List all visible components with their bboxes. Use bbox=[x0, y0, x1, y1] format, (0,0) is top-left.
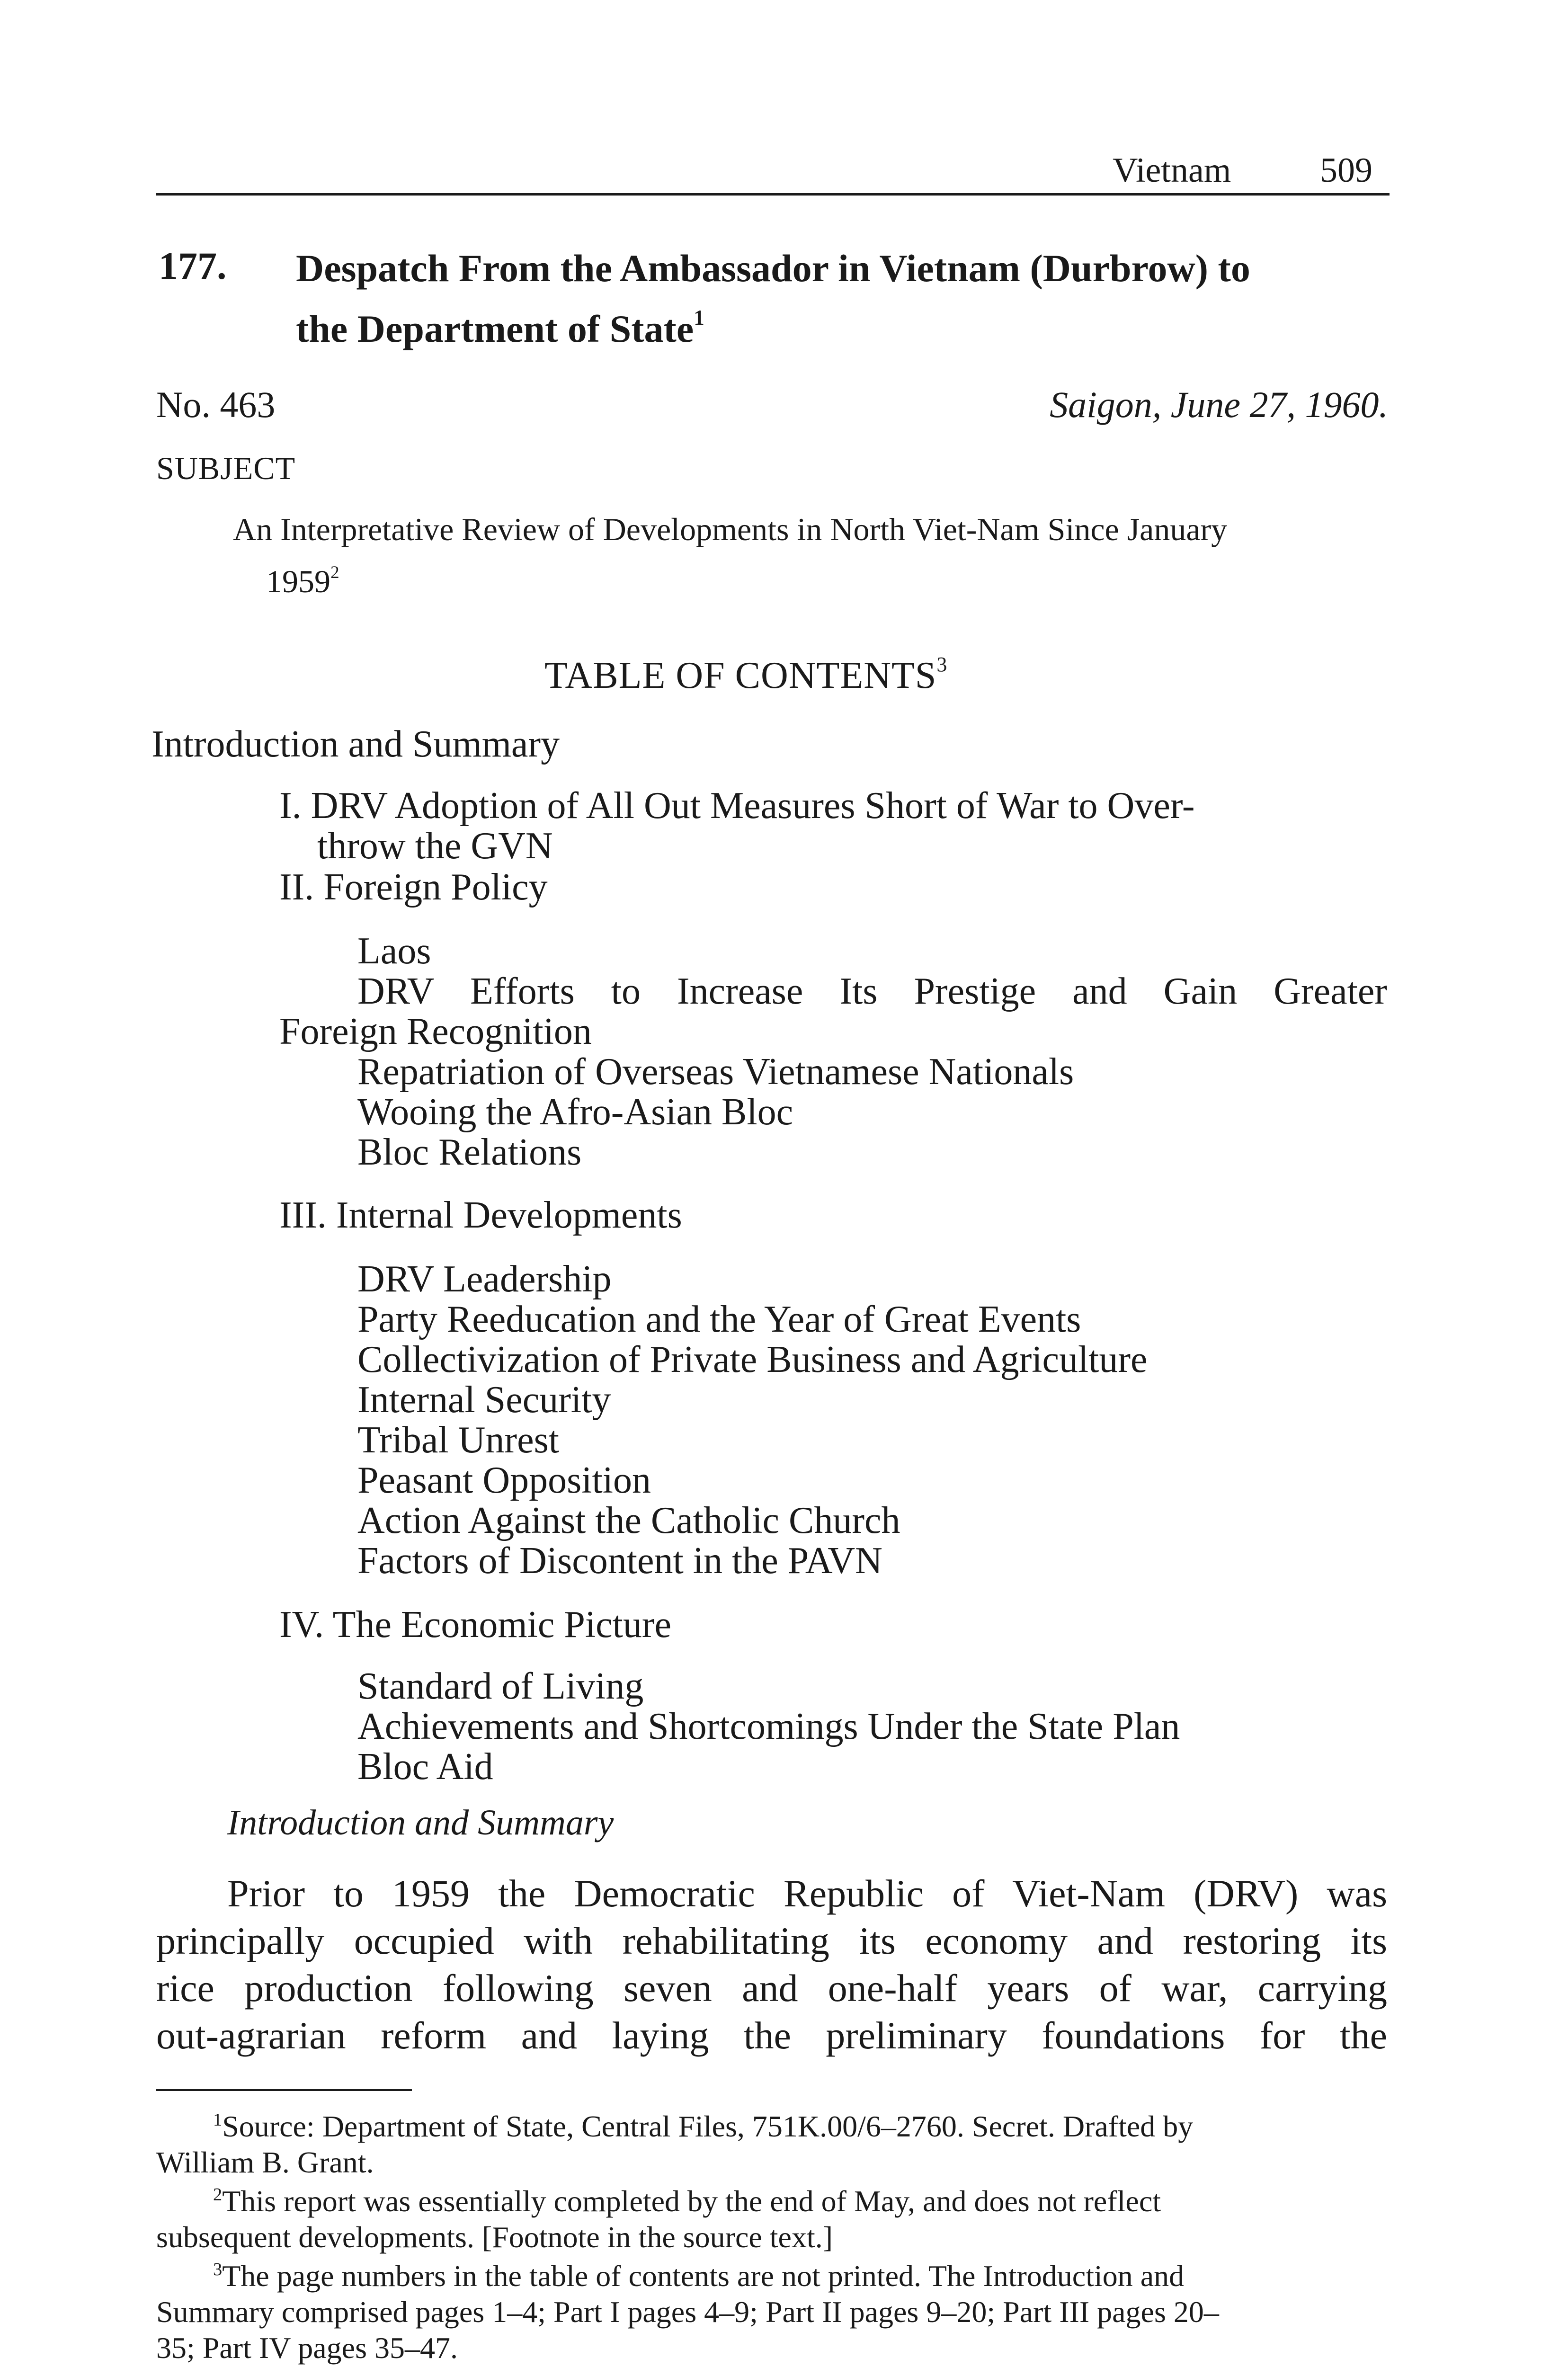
footnote-1 bbox=[156, 2102, 1387, 2180]
footnote-3-line-3: 35; Part IV pages 35–47. bbox=[156, 2331, 458, 2365]
footnote-2-mark: 2 bbox=[213, 2185, 223, 2205]
toc-item-prestige: DRV Efforts to Increase Its Prestige and Gain Greater bbox=[357, 970, 1387, 1012]
toc-item-state-plan: Achievements and Shortcomings Under the State Plan bbox=[357, 1706, 1180, 1747]
footnote-2 bbox=[156, 2177, 1387, 2255]
despatch-number: No. 463 bbox=[156, 384, 276, 425]
footnote-3 bbox=[156, 2251, 1387, 2366]
footnote-1-line-1 bbox=[156, 2102, 1387, 2145]
toc-part-4: IV. The Economic Picture bbox=[279, 1604, 671, 1646]
body-paragraph bbox=[156, 1870, 1387, 2059]
subject-footnote-mark: 2 bbox=[330, 563, 339, 582]
toc-part-2: II. Foreign Policy bbox=[279, 866, 548, 908]
footnote-3-line-1 bbox=[156, 2251, 1387, 2294]
toc-heading-text: TABLE OF CONTENTS bbox=[544, 655, 937, 697]
footnote-1-mark: 1 bbox=[213, 2110, 223, 2130]
body-line-3: rice production following seven and one-half years of war, carrying bbox=[156, 1967, 1387, 2010]
toc-item-repatriation: Repatriation of Overseas Vietnamese Nationals bbox=[357, 1051, 1074, 1093]
document-title bbox=[296, 244, 1404, 354]
footnote-3-line-2: Summary comprised pages 1–4; Part I pages 4–9; Part II pages 9–20; Part III pages 20– bbox=[156, 2295, 1219, 2329]
body-line-4: out-agrarian reform and laying the preliminary foundations for the bbox=[156, 2014, 1387, 2057]
toc-item-bloc-relations: Bloc Relations bbox=[357, 1131, 582, 1173]
toc-item-pavn-discontent: Factors of Discontent in the PAVN bbox=[357, 1540, 882, 1582]
document-title-line-1: Despatch From the Ambassador in Vietnam (Durbrow) to bbox=[296, 247, 1250, 290]
footnote-2-line-2: subsequent developments. [Footnote in the source text.] bbox=[156, 2220, 833, 2254]
section-heading-introduction: Introduction and Summary bbox=[227, 1803, 614, 1842]
document-title-line-2-text: the Department of State bbox=[296, 307, 694, 351]
body-line-2: principally occupied with rehabilitating its economy and restoring its bbox=[156, 1919, 1387, 1962]
header-rule bbox=[156, 193, 1390, 196]
toc-footnote-mark: 3 bbox=[936, 653, 948, 676]
toc-item-peasant-opposition: Peasant Opposition bbox=[357, 1459, 651, 1501]
toc-intro: Introduction and Summary bbox=[151, 723, 560, 765]
toc-item-foreign-recognition: Foreign Recognition bbox=[279, 1011, 592, 1052]
toc-item-laos: Laos bbox=[357, 930, 431, 972]
toc-part-1-line-2: throw the GVN bbox=[317, 825, 553, 867]
toc-part-3: III. Internal Developments bbox=[279, 1194, 682, 1236]
subject-line-1: An Interpretative Review of Developments in North Viet-Nam Since January bbox=[233, 511, 1228, 547]
toc-item-afro-asian: Wooing the Afro-Asian Bloc bbox=[357, 1091, 793, 1133]
subject-line-2-text: 1959 bbox=[266, 563, 330, 599]
place-date: Saigon, June 27, 1960. bbox=[1050, 384, 1388, 425]
footnote-3-line-1-text: The page numbers in the table of contents are not printed. The Introduction and bbox=[222, 2259, 1185, 2293]
document-number: 177. bbox=[159, 244, 227, 287]
toc-item-tribal-unrest: Tribal Unrest bbox=[357, 1419, 559, 1461]
toc-item-standard-of-living: Standard of Living bbox=[357, 1665, 644, 1707]
toc-item-party-reeducation: Party Reeducation and the Year of Great Events bbox=[357, 1299, 1081, 1340]
toc-item-internal-security: Internal Security bbox=[357, 1379, 611, 1421]
toc-heading bbox=[544, 652, 947, 697]
toc-item-leadership: DRV Leadership bbox=[357, 1258, 612, 1300]
title-footnote-mark: 1 bbox=[694, 306, 704, 329]
footnote-3-mark: 3 bbox=[213, 2260, 223, 2279]
toc-item-collectivization: Collectivization of Private Business and Agriculture bbox=[357, 1339, 1148, 1380]
document-title-line-2 bbox=[296, 293, 1404, 354]
footnote-1-line-2: William B. Grant. bbox=[156, 2145, 374, 2180]
subject-line-2 bbox=[233, 551, 1388, 603]
footnote-2-line-1-text: This report was essentially completed by the end of May, and does not reflect bbox=[222, 2184, 1161, 2218]
footnote-1-line-1-text: Source: Department of State, Central Files, 751K.00/6–2760. Secret. Drafted by bbox=[222, 2109, 1194, 2144]
running-head-section: Vietnam bbox=[1113, 151, 1231, 190]
toc-item-catholic-church: Action Against the Catholic Church bbox=[357, 1500, 900, 1541]
footnote-2-line-1 bbox=[156, 2177, 1387, 2219]
page-number: 509 bbox=[1320, 151, 1372, 190]
footnote-rule bbox=[156, 2089, 412, 2091]
subject-label: SUBJECT bbox=[156, 450, 296, 486]
toc-item-bloc-aid: Bloc Aid bbox=[357, 1746, 493, 1788]
toc-part-1-line-1: I. DRV Adoption of All Out Measures Short of War to Over- bbox=[279, 785, 1195, 827]
subject-text bbox=[233, 507, 1388, 603]
body-line-1: Prior to 1959 the Democratic Republic of Viet-Nam (DRV) was bbox=[227, 1872, 1387, 1915]
